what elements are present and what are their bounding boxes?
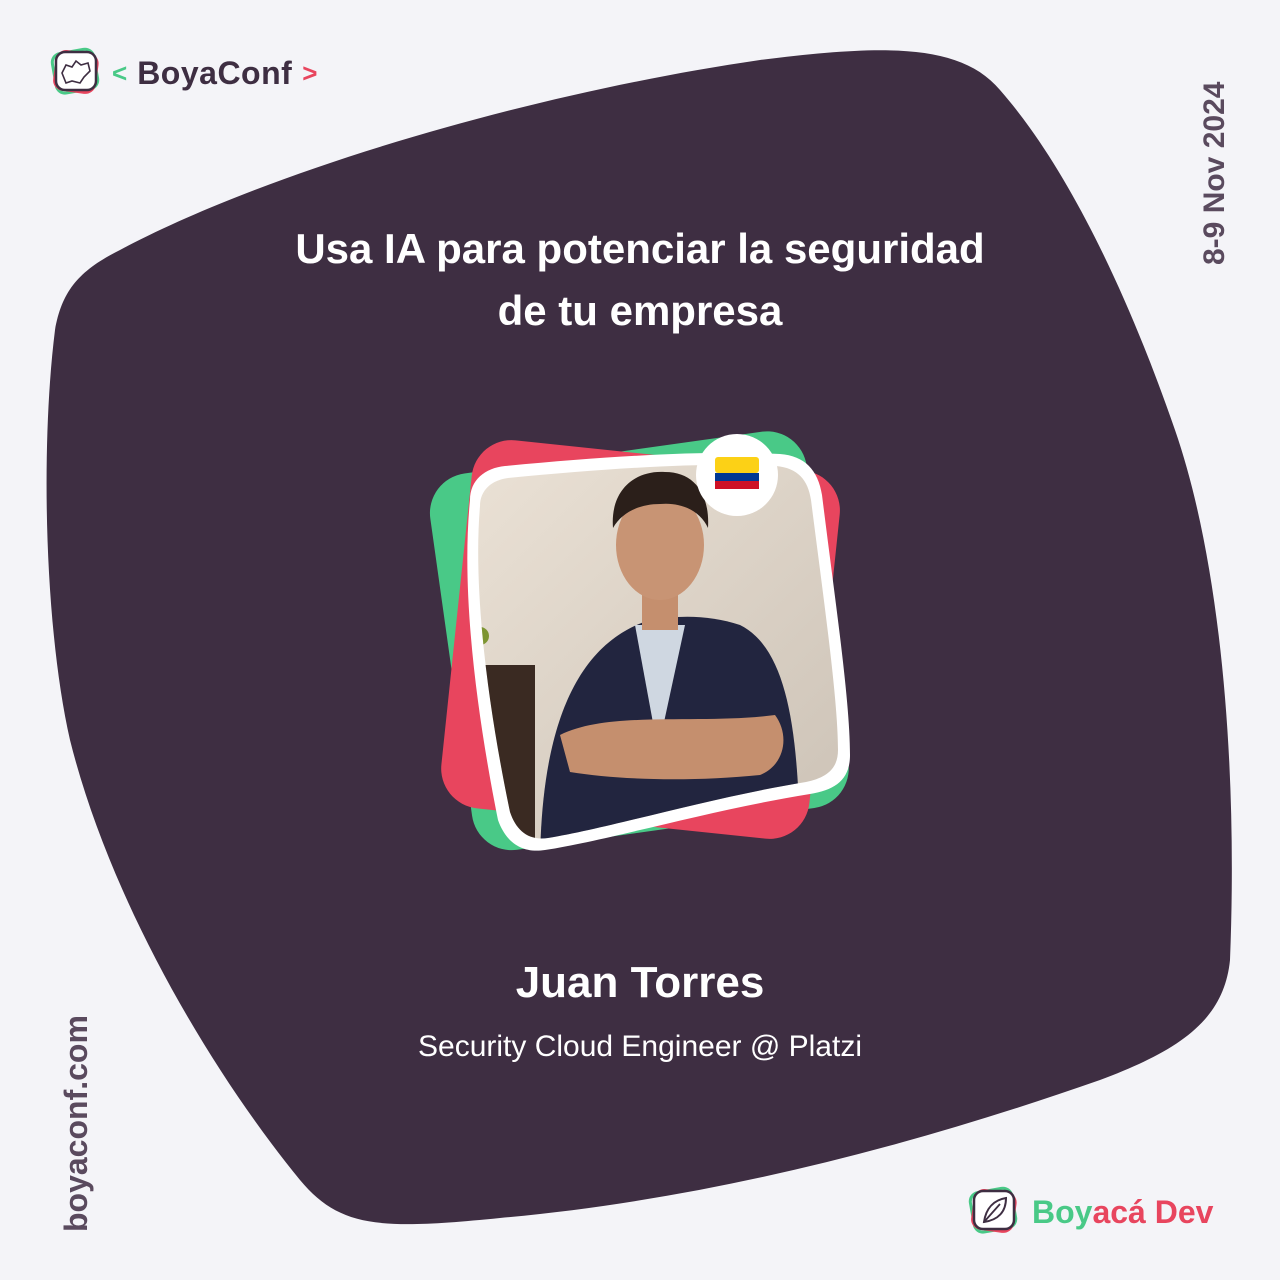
speaker-role: Security Cloud Engineer @ Platzi [418,1030,862,1063]
talk-title-line-2: de tu empresa [497,287,783,334]
map-icon [50,45,102,102]
organizer-name-part-2: acá Dev [1092,1194,1214,1230]
organizer-name-part-1: Boy [1032,1194,1093,1230]
leaf-icon [968,1184,1020,1241]
talk-title [200,218,1080,342]
speaker-name: Juan Torres [515,958,765,1007]
speaker-photo-frame [410,410,880,880]
country-flag-badge [696,434,778,516]
talk-title-line-1: Usa IA para potenciar la seguridad [295,225,985,272]
bracket-open: < [112,58,128,88]
website-link[interactable]: boyaconf.com [58,1015,94,1232]
boyaca-dev-logo[interactable] [968,1184,1213,1241]
brand-name: BoyaConf [137,55,293,91]
bracket-close: > [302,58,318,88]
colombia-flag-icon [715,457,759,494]
boyaconf-logo[interactable] [50,45,317,102]
event-date: 8-9 Nov 2024 [1198,81,1231,265]
